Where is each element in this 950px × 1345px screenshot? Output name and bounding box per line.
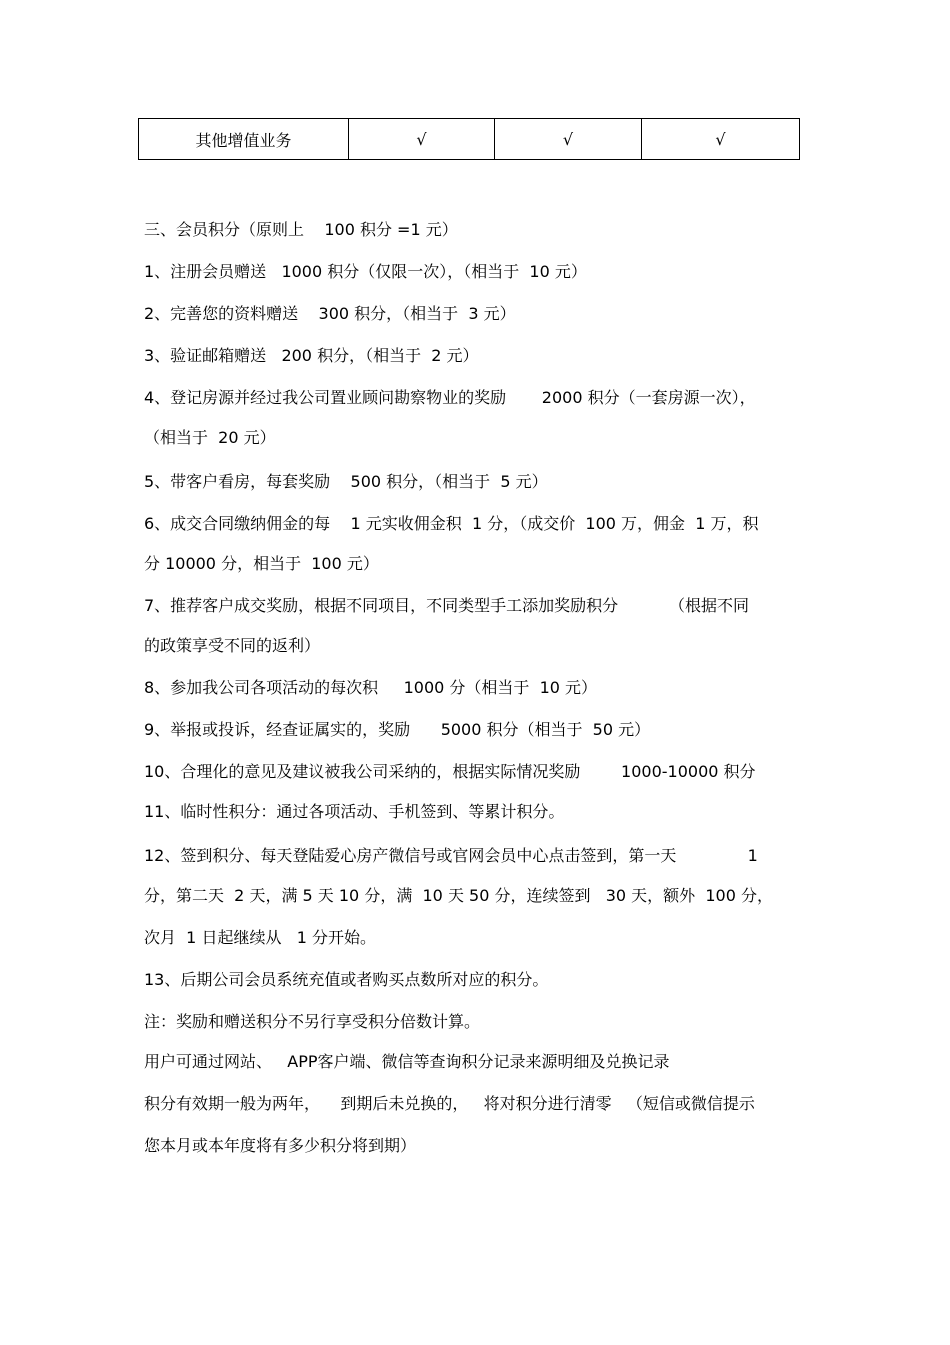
list-item: 1、注册会员赠送 1000 积分（仅限一次），（相当于 10 元） bbox=[144, 262, 587, 281]
list-item: 的政策享受不同的返利） bbox=[144, 636, 321, 655]
list-item: 3、验证邮箱赠送 200 积分，（相当于 2 元） bbox=[144, 346, 479, 365]
list-item: 6、成交合同缴纳佣金的每 1 元实收佣金积 1 分，（成交价 100 万，佣金 1 万，积 bbox=[144, 514, 759, 533]
list-item: 分 10000 分，相当于 100 元） bbox=[144, 554, 379, 573]
list-item: 12、签到积分、每天登陆爱心房产微信号或官网会员中心点击签到，第一天 1 bbox=[144, 846, 758, 865]
note-line: 注：奖励和赠送积分不另行享受积分倍数计算。 bbox=[144, 1012, 481, 1031]
list-item: 2、完善您的资料赠送 300 积分，（相当于 3 元） bbox=[144, 304, 516, 323]
check-cell-1: √ bbox=[349, 119, 495, 160]
list-item: 7、推荐客户成交奖励，根据不同项目，不同类型手工添加奖励积分 （根据不同 bbox=[144, 596, 750, 615]
check-cell-2: √ bbox=[495, 119, 642, 160]
list-item: 9、举报或投诉，经查证属实的，奖励 5000 积分（相当于 50 元） bbox=[144, 720, 651, 739]
list-item: （相当于 20 元） bbox=[144, 428, 276, 447]
list-item: 13、后期公司会员系统充值或者购买点数所对应的积分。 bbox=[144, 970, 549, 989]
list-item: 5、带客户看房，每套奖励 500 积分，（相当于 5 元） bbox=[144, 472, 548, 491]
services-table bbox=[138, 118, 800, 160]
note-line: 用户可通过网站、 APP客户端、微信等查询积分记录来源明细及兑换记录 bbox=[144, 1052, 670, 1071]
note-line: 积分有效期一般为两年， 到期后未兑换的， 将对积分进行清零 （短信或微信提示 bbox=[144, 1094, 755, 1113]
list-item: 4、登记房源并经过我公司置业顾问勘察物业的奖励 2000 积分（一套房源一次）， bbox=[144, 388, 756, 407]
row-label-cell: 其他增值业务 bbox=[139, 119, 349, 160]
list-item: 8、参加我公司各项活动的每次积 1000 分（相当于 10 元） bbox=[144, 678, 598, 697]
list-item: 11、临时性积分：通过各项活动、手机签到、等累计积分。 bbox=[144, 802, 565, 821]
check-cell-3: √ bbox=[642, 119, 800, 160]
list-item: 次月 1 日起继续从 1 分开始。 bbox=[144, 928, 376, 947]
table-row bbox=[139, 119, 800, 160]
list-item: 分，第二天 2 天，满 5 天 10 分，满 10 天 50 分，连续签到 30 天，额外 100 分， bbox=[144, 886, 773, 905]
list-item: 10、合理化的意见及建议被我公司采纳的，根据实际情况奖励 1000-10000 积分 bbox=[144, 762, 756, 781]
section-heading: 三、会员积分（原则上 100 积分 =1 元） bbox=[144, 220, 458, 239]
note-line: 您本月或本年度将有多少积分将到期） bbox=[144, 1136, 417, 1155]
